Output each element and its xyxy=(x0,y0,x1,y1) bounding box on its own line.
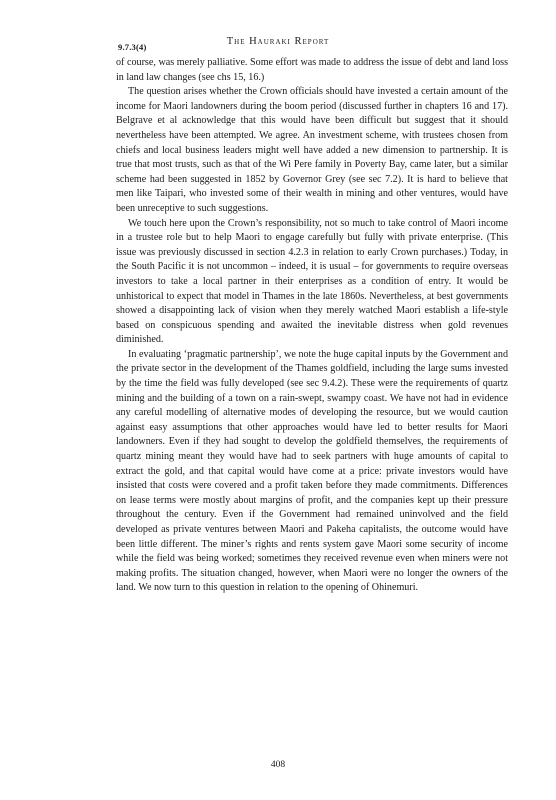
running-title: The Hauraki Report xyxy=(226,36,330,47)
page-number: 408 xyxy=(270,760,286,770)
body-text xyxy=(116,56,508,596)
paragraph: of course, was merely palliative. Some effort was made to address the issue of debt and land loss in land law changes (see chs 15, 16.) xyxy=(116,57,508,83)
paragraph: In evaluating ‘pragmatic partnership’, we note the huge capital inputs by the Government and the private sector in the development of the Thames goldfield, including the large sums invested by the time the field was fully developed (see sec 9.4.2). These were the requirements of quartz mining and the building of a town on a rain-swept, swampy coast. We have not had in evidence any careful modelling of alternative modes of developing the resource, but we would caution against easy assumptions that other approaches would have led to better results for Maori landowners. Even if they had sought to develop the goldfield themselves, the requirements of quartz mining meant they would have had to seek partners with huge amounts of capital to extract the gold, and that capital would have come at a price: private investors would have insisted that costs were covered and a profit taken before they made commitments. Differences on lease terms were mostly about margins of profit, and the companies kept up their pressure throughout the century. Even if the Government had remained uninvolved and the field developed as private ventures between Maori and Pakeha capitalists, the outcome would have been little different. The miner’s rights and rents system gave Maori some security of income while the field was being worked; sometimes they received revenue even when miners were not making profits. The situation changed, however, when Maori were no longer the owners of the land. We now turn to this question in relation to the opening of Ohinemuri. xyxy=(116,348,508,594)
paragraph: The question arises whether the Crown officials should have invested a certain amount of the income for Maori landowners during the boom period (discussed further in chapters 16 and 17). Belgrave et al acknowledge that this would have been difficult but suggest that it should nevertheless have been attempted. We agree. An investment scheme, with trustees chosen from chiefs and local business leaders might well have added a new dimension to partnership. It is true that most trusts, such as that of the Wi Pere family in Poverty Bay, came later, but a similar scheme had been suggested in 1852 by Governor Grey (see sec 7.2). It is hard to believe that men like Taipari, who invested some of their wealth in mining and other ventures, would have been unreceptive to such suggestions. xyxy=(116,86,508,214)
section-number: 9.7.3(4) xyxy=(118,42,147,52)
paragraph: We touch here upon the Crown’s responsibility, not so much to take control of Maori income in a trustee role but to help Maori to engage carefully but fully with private enterprise. (This issue was previously discussed in section 4.2.3 in relation to early Crown purchases.) Today, in the South Pacific it is not uncommon – indeed, it is usual – for governments to require overseas investors to take a local partner in their enterprises as a condition of entry. It would be unhistorical to expect that model in Thames in the late 1860s. Nevertheless, at best governments showed a disappointing lack of vision when they merely watched Maori establish a life-style based on conspicuous spending and awaited the inevitable distress when gold revenues diminished. xyxy=(116,217,508,346)
